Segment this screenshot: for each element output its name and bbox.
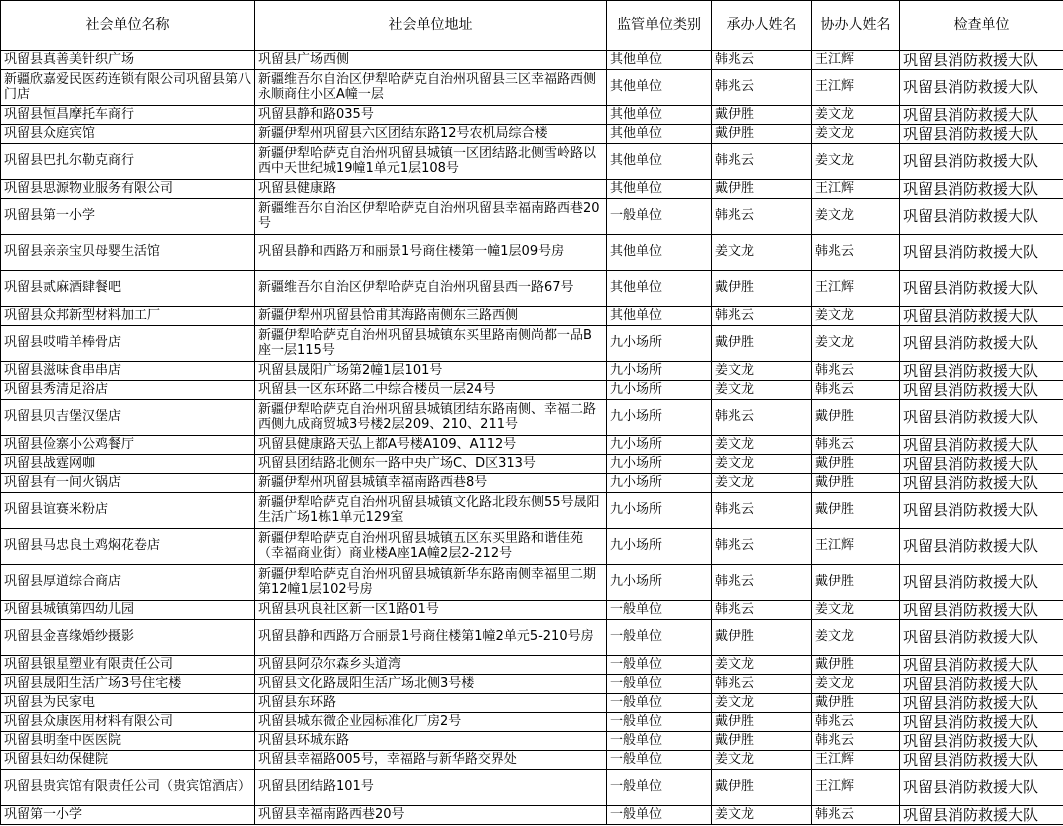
cell-unit-name: 巩留县厚道综合商店 (1, 565, 255, 601)
cell-assistant: 戴伊胜 (812, 565, 900, 601)
table-row (1, 307, 1063, 326)
cell-unit-name: 巩留县众庭宾馆 (1, 125, 255, 144)
header-assistant-name: 协办人姓名 (812, 1, 900, 51)
cell-handler: 韩兆云 (712, 70, 812, 106)
cell-unit-address: 新疆伊犁哈萨克自治州巩留县城镇新华东路南侧幸福里二期第12幢1层102号房 (255, 565, 607, 601)
table-row (1, 751, 1063, 770)
cell-assistant: 戴伊胜 (812, 400, 900, 436)
cell-inspection-unit: 巩留县消防救援大队 (900, 400, 1063, 436)
header-supervision-category: 监管单位类别 (607, 1, 712, 51)
cell-assistant: 韩兆云 (812, 806, 900, 825)
cell-unit-address: 巩留县静和路035号 (255, 106, 607, 125)
cell-handler: 姜文龙 (712, 436, 812, 455)
table-row (1, 381, 1063, 400)
cell-unit-address: 新疆维吾尔自治区伊犁哈萨克自治州巩留县幸福南路西巷20号 (255, 199, 607, 235)
cell-inspection-unit: 巩留县消防救援大队 (900, 474, 1063, 493)
cell-unit-address: 巩留县广场西侧 (255, 51, 607, 70)
cell-assistant: 王江辉 (812, 180, 900, 199)
cell-assistant: 姜文龙 (812, 199, 900, 235)
cell-category: 一般单位 (607, 732, 712, 751)
cell-category: 一般单位 (607, 656, 712, 675)
table-row (1, 235, 1063, 271)
cell-category: 一般单位 (607, 694, 712, 713)
table-row (1, 180, 1063, 199)
table-row (1, 400, 1063, 436)
cell-handler: 戴伊胜 (712, 326, 812, 362)
header-inspection-unit: 检查单位 (900, 1, 1063, 51)
cell-unit-address: 新疆伊犁州巩留县恰甫其海路南侧东三路西侧 (255, 307, 607, 326)
cell-unit-name: 巩留县金喜缘婚纱摄影 (1, 620, 255, 656)
cell-inspection-unit: 巩留县消防救援大队 (900, 529, 1063, 565)
cell-unit-name: 新疆欣嘉爱民医药连锁有限公司巩留县第八门店 (1, 70, 255, 106)
cell-inspection-unit: 巩留县消防救援大队 (900, 125, 1063, 144)
cell-handler: 姜文龙 (712, 381, 812, 400)
cell-inspection-unit: 巩留县消防救援大队 (900, 656, 1063, 675)
cell-unit-name: 巩留县为民家电 (1, 694, 255, 713)
table-row (1, 125, 1063, 144)
cell-handler: 韩兆云 (712, 51, 812, 70)
cell-unit-name: 巩留县贵宾馆有限责任公司（贵宾馆酒店） (1, 770, 255, 806)
cell-category: 其他单位 (607, 235, 712, 271)
cell-unit-name: 巩留县秀清足浴店 (1, 381, 255, 400)
cell-inspection-unit: 巩留县消防救援大队 (900, 732, 1063, 751)
table-row (1, 106, 1063, 125)
cell-unit-name: 巩留县有一间火锅店 (1, 474, 255, 493)
cell-category: 其他单位 (607, 51, 712, 70)
cell-unit-name: 巩留县真善美针织广场 (1, 51, 255, 70)
cell-handler: 姜文龙 (712, 455, 812, 474)
cell-category: 其他单位 (607, 307, 712, 326)
cell-assistant: 王江辉 (812, 51, 900, 70)
cell-handler: 戴伊胜 (712, 106, 812, 125)
cell-assistant: 王江辉 (812, 751, 900, 770)
cell-inspection-unit: 巩留县消防救援大队 (900, 620, 1063, 656)
cell-inspection-unit: 巩留县消防救援大队 (900, 694, 1063, 713)
cell-unit-name: 巩留县银星塑业有限责任公司 (1, 656, 255, 675)
cell-inspection-unit: 巩留县消防救援大队 (900, 806, 1063, 825)
cell-category: 一般单位 (607, 601, 712, 620)
cell-assistant: 戴伊胜 (812, 694, 900, 713)
cell-assistant: 韩兆云 (812, 362, 900, 381)
table-row (1, 713, 1063, 732)
cell-unit-name: 巩留县晟阳生活广场3号住宅楼 (1, 675, 255, 694)
table-row (1, 455, 1063, 474)
cell-handler: 韩兆云 (712, 199, 812, 235)
header-unit-name: 社会单位名称 (1, 1, 255, 51)
header-unit-address: 社会单位地址 (255, 1, 607, 51)
cell-category: 九小场所 (607, 529, 712, 565)
cell-inspection-unit: 巩留县消防救援大队 (900, 144, 1063, 180)
cell-unit-address: 新疆维吾尔自治区伊犁哈萨克自治州巩留县西一路67号 (255, 271, 607, 307)
cell-assistant: 姜文龙 (812, 106, 900, 125)
cell-assistant: 姜文龙 (812, 125, 900, 144)
cell-unit-address: 巩留县一区东环路二中综合楼员一层24号 (255, 381, 607, 400)
cell-inspection-unit: 巩留县消防救援大队 (900, 235, 1063, 271)
cell-unit-address: 巩留县静和西路万合丽景1号商住楼第1幢2单元5-210号房 (255, 620, 607, 656)
cell-category: 一般单位 (607, 199, 712, 235)
cell-assistant: 韩兆云 (812, 235, 900, 271)
cell-handler: 韩兆云 (712, 601, 812, 620)
table-row (1, 493, 1063, 529)
cell-assistant: 戴伊胜 (812, 493, 900, 529)
cell-category: 九小场所 (607, 474, 712, 493)
cell-unit-name: 巩留县巴扎尔勒克商行 (1, 144, 255, 180)
cell-assistant: 姜文龙 (812, 620, 900, 656)
cell-category: 九小场所 (607, 326, 712, 362)
cell-unit-name: 巩留县哎啃羊棒骨店 (1, 326, 255, 362)
cell-unit-address: 巩留县团结路北侧东一路中央广场C、D区313号 (255, 455, 607, 474)
header-handler-name: 承办人姓名 (712, 1, 812, 51)
cell-unit-name: 巩留县明奎中医医院 (1, 732, 255, 751)
cell-unit-address: 新疆伊犁州巩留县城镇幸福南路西巷8号 (255, 474, 607, 493)
cell-unit-address: 巩留县文化路晟阳生活广场北侧3号楼 (255, 675, 607, 694)
cell-inspection-unit: 巩留县消防救援大队 (900, 751, 1063, 770)
cell-assistant: 王江辉 (812, 529, 900, 565)
cell-unit-address: 巩留县幸福南路西巷20号 (255, 806, 607, 825)
cell-handler: 韩兆云 (712, 144, 812, 180)
cell-assistant: 姜文龙 (812, 326, 900, 362)
cell-unit-name: 巩留县城镇第四幼儿园 (1, 601, 255, 620)
cell-unit-address: 巩留县健康路 (255, 180, 607, 199)
cell-handler: 姜文龙 (712, 235, 812, 271)
cell-assistant: 戴伊胜 (812, 474, 900, 493)
cell-unit-name: 巩留县贝吉堡汉堡店 (1, 400, 255, 436)
cell-inspection-unit: 巩留县消防救援大队 (900, 565, 1063, 601)
table-row (1, 656, 1063, 675)
cell-handler: 戴伊胜 (712, 713, 812, 732)
cell-unit-name: 巩留县谊赛米粉店 (1, 493, 255, 529)
table-row (1, 529, 1063, 565)
cell-assistant: 韩兆云 (812, 436, 900, 455)
cell-unit-name: 巩留县妇幼保健院 (1, 751, 255, 770)
cell-unit-address: 新疆伊犁哈萨克自治州巩留县城镇文化路北段东侧55号晟阳生活广场1栋1单元129室 (255, 493, 607, 529)
cell-inspection-unit: 巩留县消防救援大队 (900, 362, 1063, 381)
cell-unit-address: 巩留县东环路 (255, 694, 607, 713)
cell-assistant: 姜文龙 (812, 144, 900, 180)
cell-inspection-unit: 巩留县消防救援大队 (900, 436, 1063, 455)
table-row (1, 362, 1063, 381)
cell-handler: 姜文龙 (712, 474, 812, 493)
cell-unit-name: 巩留县贰麻酒肆餐吧 (1, 271, 255, 307)
cell-category: 其他单位 (607, 106, 712, 125)
cell-assistant: 姜文龙 (812, 675, 900, 694)
cell-unit-address: 巩留县阿尕尔森乡头道湾 (255, 656, 607, 675)
cell-assistant: 姜文龙 (812, 307, 900, 326)
cell-category: 九小场所 (607, 362, 712, 381)
cell-unit-address: 巩留县静和西路万和丽景1号商住楼第一幢1层09号房 (255, 235, 607, 271)
cell-assistant: 王江辉 (812, 70, 900, 106)
cell-assistant: 韩兆云 (812, 713, 900, 732)
cell-handler: 韩兆云 (712, 529, 812, 565)
cell-handler: 韩兆云 (712, 565, 812, 601)
cell-inspection-unit: 巩留县消防救援大队 (900, 493, 1063, 529)
cell-inspection-unit: 巩留县消防救援大队 (900, 455, 1063, 474)
cell-unit-name: 巩留县众康医用材料有限公司 (1, 713, 255, 732)
cell-inspection-unit: 巩留县消防救援大队 (900, 180, 1063, 199)
cell-inspection-unit: 巩留县消防救援大队 (900, 199, 1063, 235)
cell-category: 九小场所 (607, 565, 712, 601)
cell-unit-name: 巩留县战霆网咖 (1, 455, 255, 474)
cell-inspection-unit: 巩留县消防救援大队 (900, 70, 1063, 106)
cell-unit-name: 巩留县众邦新型材料加工厂 (1, 307, 255, 326)
cell-inspection-unit: 巩留县消防救援大队 (900, 381, 1063, 400)
cell-unit-name: 巩留县俭寨小公鸡餐厅 (1, 436, 255, 455)
cell-unit-address: 巩留县城东微企业园标准化厂房2号 (255, 713, 607, 732)
cell-unit-name: 巩留县第一小学 (1, 199, 255, 235)
cell-handler: 戴伊胜 (712, 620, 812, 656)
cell-unit-name: 巩留县思源物业服务有限公司 (1, 180, 255, 199)
cell-unit-address: 新疆伊犁哈萨克自治州巩留县城镇东买里路南侧尚都一品B座一层115号 (255, 326, 607, 362)
cell-unit-address: 新疆伊犁哈萨克自治州巩留县城镇团结东路南侧、幸福二路西侧九成商贸城3号楼2层209、210、211号 (255, 400, 607, 436)
cell-handler: 戴伊胜 (712, 125, 812, 144)
cell-unit-name: 巩留第一小学 (1, 806, 255, 825)
cell-unit-address: 巩留县幸福路005号，幸福路与新华路交界处 (255, 751, 607, 770)
cell-unit-address: 新疆伊犁州巩留县六区团结东路12号农机局综合楼 (255, 125, 607, 144)
cell-unit-name: 巩留县滋味食串串店 (1, 362, 255, 381)
cell-inspection-unit: 巩留县消防救援大队 (900, 51, 1063, 70)
cell-category: 一般单位 (607, 675, 712, 694)
cell-category: 九小场所 (607, 381, 712, 400)
cell-handler: 韩兆云 (712, 307, 812, 326)
cell-handler: 戴伊胜 (712, 271, 812, 307)
cell-inspection-unit: 巩留县消防救援大队 (900, 675, 1063, 694)
cell-handler: 韩兆云 (712, 675, 812, 694)
table-row (1, 601, 1063, 620)
table-row (1, 770, 1063, 806)
cell-inspection-unit: 巩留县消防救援大队 (900, 271, 1063, 307)
cell-unit-address: 巩留县环城东路 (255, 732, 607, 751)
cell-assistant: 王江辉 (812, 271, 900, 307)
cell-handler: 姜文龙 (712, 751, 812, 770)
cell-unit-address: 新疆伊犁哈萨克自治州巩留县城镇一区团结路北侧雪岭路以西中天世纪城19幢1单元1层108号 (255, 144, 607, 180)
cell-category: 其他单位 (607, 144, 712, 180)
cell-category: 九小场所 (607, 400, 712, 436)
cell-assistant: 戴伊胜 (812, 656, 900, 675)
table-body (1, 51, 1063, 825)
table-row (1, 326, 1063, 362)
cell-unit-name: 巩留县亲亲宝贝母婴生活馆 (1, 235, 255, 271)
table-row (1, 271, 1063, 307)
cell-inspection-unit: 巩留县消防救援大队 (900, 106, 1063, 125)
cell-inspection-unit: 巩留县消防救援大队 (900, 770, 1063, 806)
cell-handler: 韩兆云 (712, 400, 812, 436)
cell-category: 其他单位 (607, 180, 712, 199)
cell-unit-name: 巩留县恒昌摩托车商行 (1, 106, 255, 125)
cell-unit-address: 巩留县健康路天弘上都A号楼A109、A112号 (255, 436, 607, 455)
cell-handler: 韩兆云 (712, 493, 812, 529)
cell-inspection-unit: 巩留县消防救援大队 (900, 713, 1063, 732)
table-row (1, 806, 1063, 825)
table-row (1, 675, 1063, 694)
table-row (1, 565, 1063, 601)
cell-unit-address: 巩留县巩良社区新一区1路01号 (255, 601, 607, 620)
cell-category: 九小场所 (607, 455, 712, 474)
cell-category: 一般单位 (607, 620, 712, 656)
table-row (1, 620, 1063, 656)
table-row (1, 51, 1063, 70)
table-row (1, 70, 1063, 106)
table-row (1, 694, 1063, 713)
cell-category: 其他单位 (607, 271, 712, 307)
cell-category: 其他单位 (607, 125, 712, 144)
cell-handler: 姜文龙 (712, 656, 812, 675)
cell-unit-address: 巩留县团结路101号 (255, 770, 607, 806)
cell-unit-name: 巩留县马忠良土鸡焖花卷店 (1, 529, 255, 565)
cell-handler: 戴伊胜 (712, 770, 812, 806)
cell-category: 其他单位 (607, 70, 712, 106)
cell-handler: 戴伊胜 (712, 180, 812, 199)
cell-assistant: 韩兆云 (812, 381, 900, 400)
cell-unit-address: 巩留县晟阳广场第2幢1层101号 (255, 362, 607, 381)
cell-assistant: 戴伊胜 (812, 455, 900, 474)
cell-category: 九小场所 (607, 493, 712, 529)
table-row (1, 474, 1063, 493)
cell-category: 一般单位 (607, 806, 712, 825)
cell-handler: 姜文龙 (712, 806, 812, 825)
cell-unit-address: 新疆伊犁哈萨克自治州巩留县城镇五区东买里路和谐佳苑（幸福商业街）商业楼A座1A幢2层2-212号 (255, 529, 607, 565)
table-row (1, 732, 1063, 751)
cell-unit-address: 新疆维吾尔自治区伊犁哈萨克自治州巩留县三区幸福路西侧永顺商住小区A幢一层 (255, 70, 607, 106)
cell-assistant: 王江辉 (812, 770, 900, 806)
cell-handler: 姜文龙 (712, 362, 812, 381)
table-row (1, 436, 1063, 455)
table-row (1, 199, 1063, 235)
cell-assistant: 韩兆云 (812, 732, 900, 751)
cell-handler: 戴伊胜 (712, 732, 812, 751)
cell-handler: 姜文龙 (712, 694, 812, 713)
cell-category: 九小场所 (607, 436, 712, 455)
header-row (1, 1, 1063, 51)
cell-inspection-unit: 巩留县消防救援大队 (900, 307, 1063, 326)
table-row (1, 144, 1063, 180)
cell-category: 一般单位 (607, 751, 712, 770)
cell-category: 一般单位 (607, 770, 712, 806)
cell-inspection-unit: 巩留县消防救援大队 (900, 601, 1063, 620)
cell-inspection-unit: 巩留县消防救援大队 (900, 326, 1063, 362)
cell-category: 一般单位 (607, 713, 712, 732)
cell-assistant: 姜文龙 (812, 601, 900, 620)
